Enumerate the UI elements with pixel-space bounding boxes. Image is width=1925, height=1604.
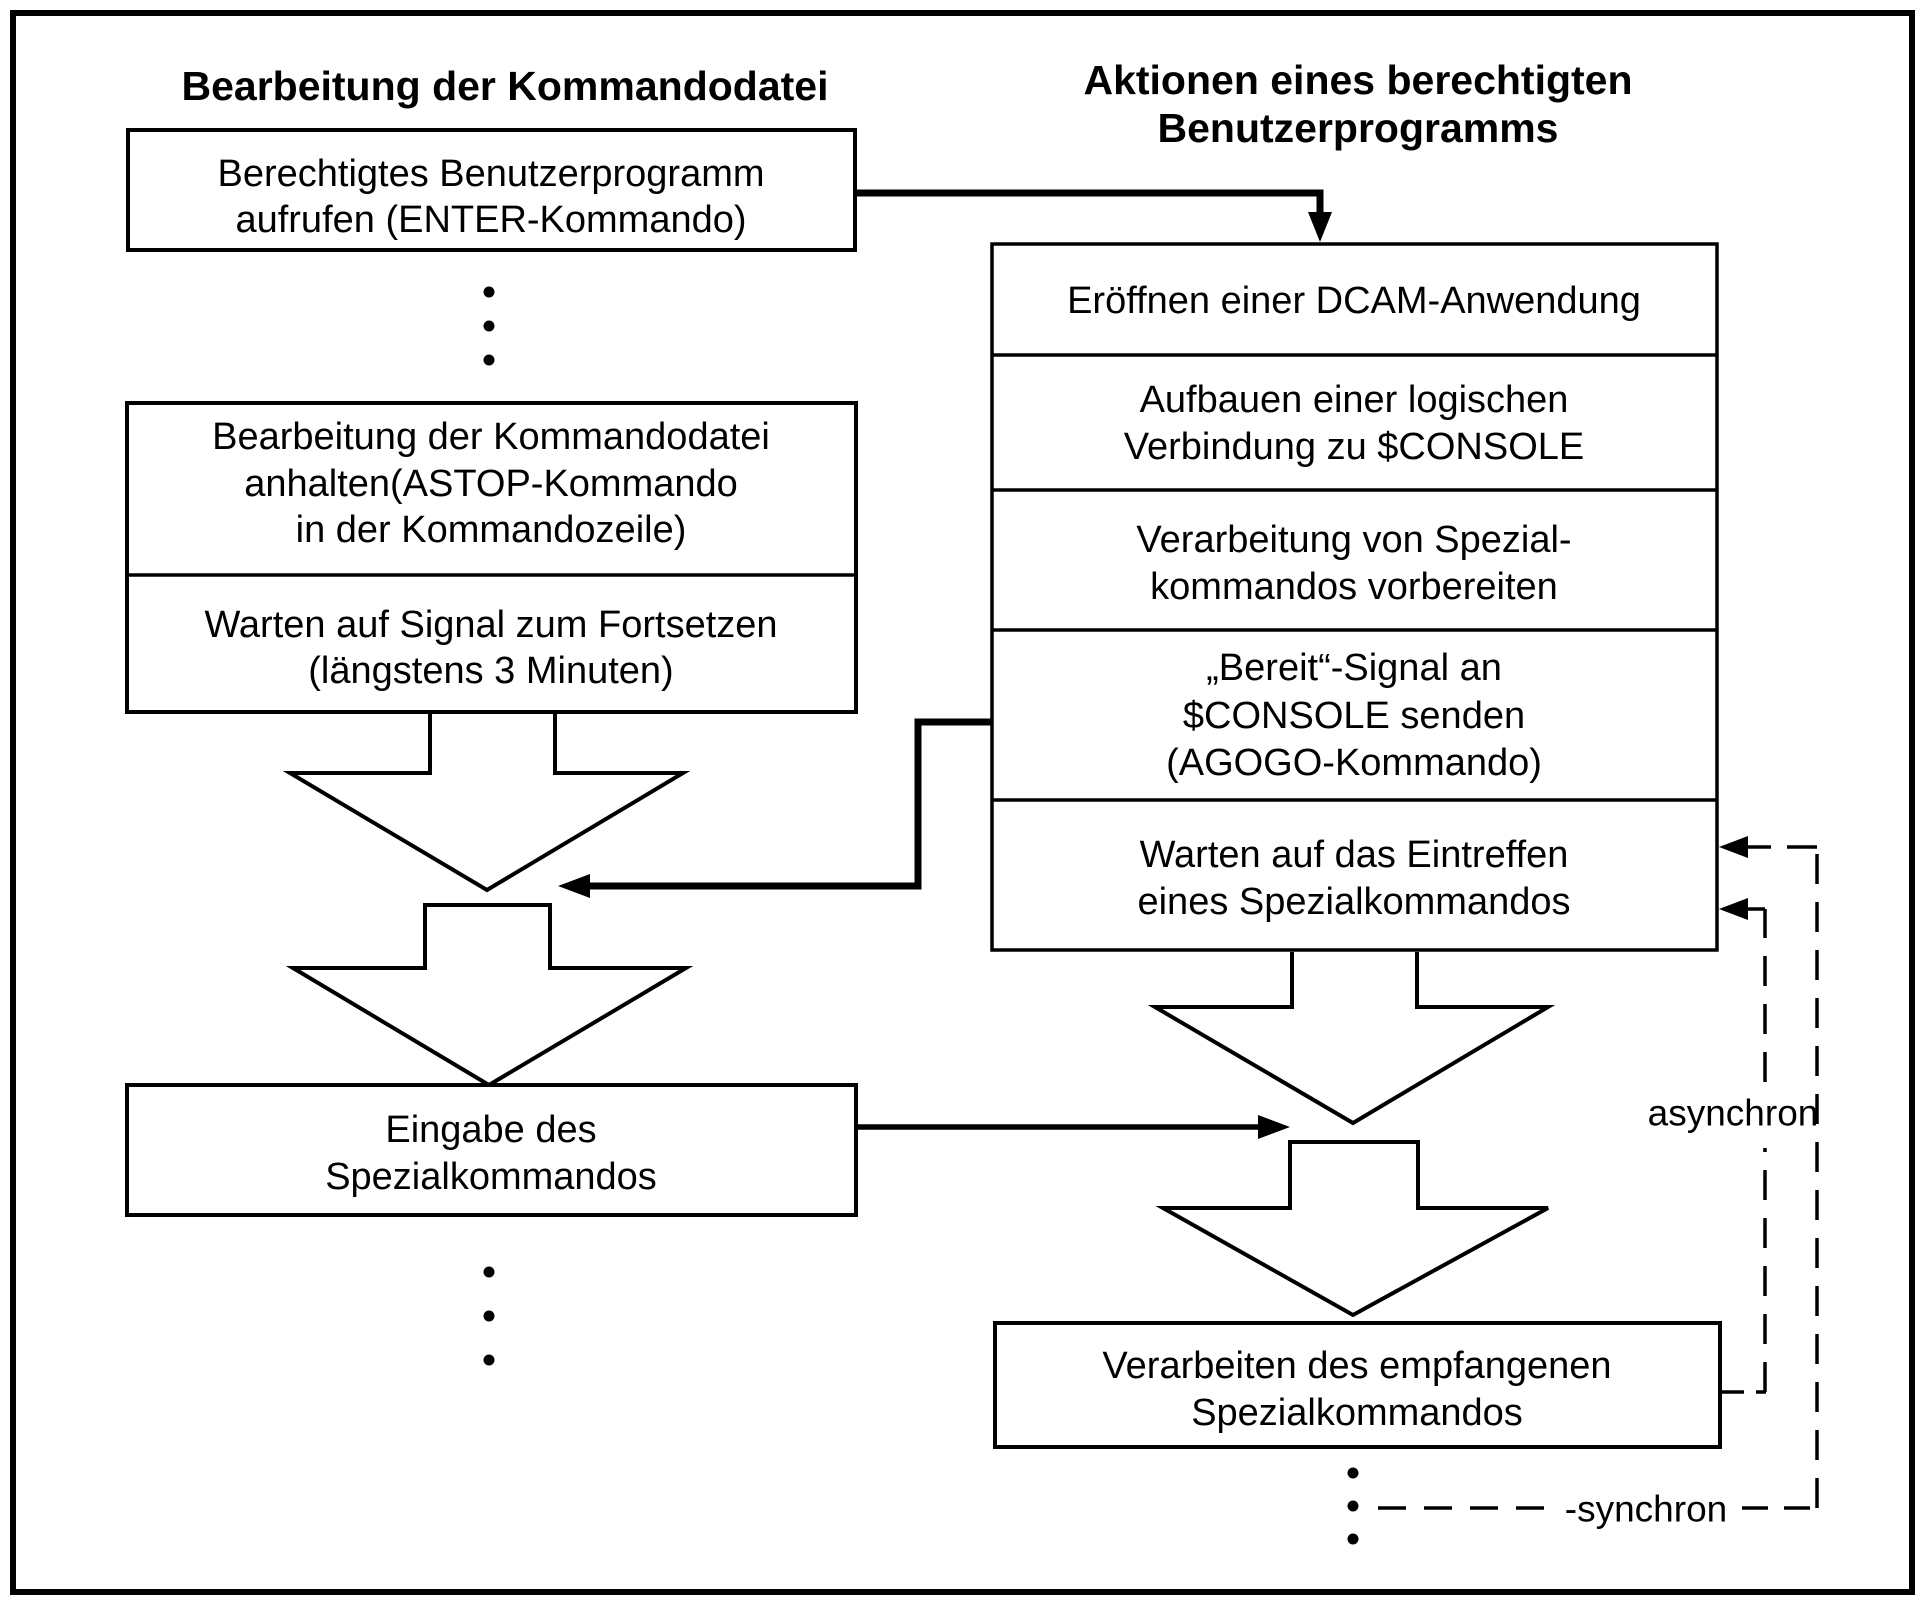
prepare-commands-line2: kommandos vorbereiten: [1150, 566, 1558, 608]
process-box-line1: Verarbeiten des empfangenen: [1102, 1345, 1612, 1387]
stop-box-line2: anhalten(ASTOP-Kommando: [244, 463, 738, 505]
wait-command-line1: Warten auf das Eintreffen: [1139, 834, 1569, 876]
call-program-line1: Berechtigtes Benutzerprogramm: [217, 153, 765, 195]
prepare-commands-line1: Verarbeitung von Spezial-: [1136, 519, 1572, 561]
synchron-label: -synchron: [1564, 1488, 1728, 1530]
stop-wait-box: [127, 403, 856, 712]
ready-signal-line1: „Bereit“-Signal an: [1206, 647, 1502, 689]
input-box-line2: Spezialkommandos: [325, 1156, 657, 1198]
connect-console-line2: Verbindung zu $CONSOLE: [1123, 426, 1585, 468]
input-box-line1: Eingabe des: [385, 1109, 597, 1151]
stop-box-line1: Bearbeitung der Kommandodatei: [212, 416, 770, 458]
wait-signal-line1: Warten auf Signal zum Fortsetzen: [204, 604, 778, 646]
call-program-box: [128, 130, 855, 250]
right-column-header-line2: Benutzerprogramms: [1157, 105, 1559, 151]
left-column-header: Bearbeitung der Kommandodatei: [181, 63, 829, 109]
stop-box-line3: in der Kommandozeile): [295, 509, 687, 551]
call-program-line2: aufrufen (ENTER-Kommando): [235, 199, 747, 241]
ready-signal-line2: $CONSOLE senden: [1182, 695, 1526, 737]
wait-command-line2: eines Spezialkommandos: [1137, 881, 1571, 923]
open-dcam-cell: Eröffnen einer DCAM-Anwendung: [1067, 280, 1641, 322]
process-command-box: [995, 1323, 1720, 1447]
process-box-line2: Spezialkommandos: [1191, 1392, 1523, 1434]
action-stack: [992, 244, 1717, 950]
ready-signal-line3: (AGOGO-Kommando): [1166, 742, 1542, 784]
input-special-command-box: [127, 1085, 856, 1215]
asynchron-label: asynchron: [1647, 1092, 1819, 1134]
right-column-header-line1: Aktionen eines berechtigten: [1083, 57, 1633, 103]
wait-signal-line2: (längstens 3 Minuten): [308, 650, 674, 692]
connect-console-line1: Aufbauen einer logischen: [1139, 379, 1569, 421]
